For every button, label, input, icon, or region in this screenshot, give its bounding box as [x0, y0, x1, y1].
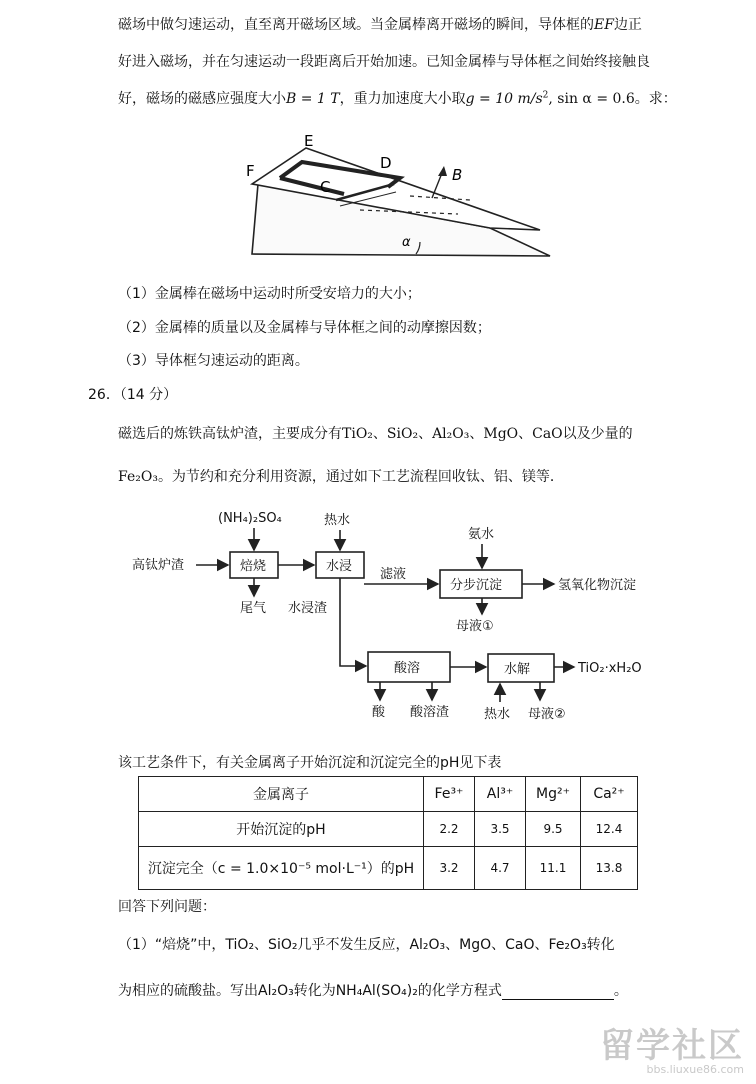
- watermark-logo: [600, 1018, 744, 1076]
- q1-line-2: [118, 980, 628, 1000]
- table-header-cell: Fe³⁺: [424, 777, 475, 812]
- arrowhead-icon: [438, 166, 447, 176]
- answer-blank[interactable]: [502, 985, 614, 1000]
- compound-fe2o3: Fe₂O₃: [118, 469, 158, 485]
- process-flow-chart: [126, 506, 686, 726]
- p25-text-line-2: 好进入磁场，并在匀速运动一段距离后开始加速。已知金属棒与导体框之间始终接触良: [118, 54, 650, 70]
- p25-text-line-1: [118, 14, 642, 34]
- text-segment: 好，磁场的磁感应强度大小: [118, 91, 286, 107]
- step-hydrolysis-label: 水解: [504, 662, 531, 677]
- text-segment: 边正: [613, 17, 642, 33]
- table-row: [139, 812, 638, 847]
- q26-intro-line-2: [118, 466, 564, 486]
- product-tio2: TiO₂·xH₂O: [578, 661, 642, 676]
- step-roast-label: 焙烧: [240, 559, 267, 574]
- table-row-label: 沉淀完全（c = 1.0×10⁻⁵ mol·L⁻¹）的pH: [139, 847, 424, 890]
- mother-liquor-1: 母液①: [456, 619, 494, 634]
- text-segment: 。求：: [634, 91, 677, 107]
- text-segment: 为相应的硫酸盐。写出Al₂O₃转化为NH₄Al(SO₄)₂的化学方程式: [118, 983, 502, 999]
- table-header-cell: Ca²⁺: [581, 777, 638, 812]
- mother-liquor-2: 母液②: [528, 707, 566, 722]
- table-cell: 2.2: [424, 812, 475, 847]
- acid-residue-label: 酸溶渣: [410, 705, 450, 720]
- filtrate-label: 滤液: [380, 567, 407, 582]
- table-cell: 11.1: [526, 847, 581, 890]
- reagent-ammonium-sulfate: (NH₄)₂SO₄: [218, 511, 282, 526]
- table-cell: 4.7: [475, 847, 526, 890]
- acid-label: 酸: [372, 705, 386, 720]
- product-hydroxide: 氢氧化物沉淀: [558, 578, 637, 593]
- label-d: D: [380, 154, 392, 172]
- text-segment: 以及少量的: [562, 426, 633, 442]
- math-b-value: B = 1 T: [286, 91, 340, 107]
- table-cell: 9.5: [526, 812, 581, 847]
- table-cell: 3.5: [475, 812, 526, 847]
- hot-water-label: 热水: [484, 707, 511, 722]
- label-alpha: α: [402, 235, 411, 250]
- math-ef: EF: [594, 17, 614, 33]
- reagent-ammonia: 氨水: [468, 527, 495, 542]
- step-precipitate-label: 分步沉淀: [450, 578, 503, 593]
- q25-item-3: （3）导体框匀速运动的距离。: [118, 353, 309, 369]
- table-intro: 该工艺条件下，有关金属离子开始沉淀和沉淀完全的pH见下表: [118, 755, 502, 771]
- table-header-cell: Mg²⁺: [526, 777, 581, 812]
- arrow: [340, 578, 366, 666]
- q26-intro-line-1: [118, 423, 633, 443]
- label-c: C: [320, 178, 331, 196]
- ph-table: [138, 776, 638, 890]
- step-acid-dissolve-label: 酸溶: [394, 661, 421, 676]
- table-cell: 3.2: [424, 847, 475, 890]
- text-segment: 。为节约和充分利用资源，通过如下工艺流程回收钛、铝、镁等．: [157, 469, 564, 485]
- input-slag: 高钛炉渣: [132, 558, 185, 573]
- text-segment: 磁场中做匀速运动，直至离开磁场区域。当金属棒离开磁场的瞬间，导体框的: [118, 17, 594, 33]
- step-leach-label: 水浸: [326, 559, 353, 574]
- text-segment: 。: [613, 983, 628, 999]
- p25-text-line-3: [118, 88, 677, 108]
- watermark-title: 留学社区: [600, 1026, 744, 1066]
- incline-figure: [240, 134, 560, 262]
- reagent-hot-water: 热水: [324, 513, 351, 528]
- label-f: F: [246, 162, 255, 180]
- table-row-label: 开始沉淀的pH: [139, 812, 424, 847]
- leach-residue-label: 水浸渣: [288, 601, 328, 616]
- watermark-url: bbs.liuxue86.com: [646, 1063, 744, 1076]
- table-cell: 12.4: [581, 812, 638, 847]
- table-header-row: [139, 777, 638, 812]
- q26-header: 26．（14 分）: [88, 387, 178, 403]
- q1-line-1: （1）“焙烧”中，TiO₂、SiO₂几乎不发生反应，Al₂O₃、MgO、CaO、Fe₂O₃转化: [118, 937, 615, 953]
- label-b: B: [452, 166, 463, 184]
- table-header-cell: Al³⁺: [475, 777, 526, 812]
- answer-prompt: 回答下列问题：: [118, 899, 216, 915]
- q25-item-1: （1）金属棒在磁场中运动时所受安培力的大小；: [118, 286, 421, 302]
- tail-gas-label: 尾气: [240, 601, 267, 616]
- label-e: E: [304, 134, 314, 150]
- q25-item-2: （2）金属棒的质量以及金属棒与导体框之间的动摩擦因数；: [118, 320, 491, 336]
- table-row: [139, 847, 638, 890]
- text-segment: 磁选后的炼铁高钛炉渣，主要成分有: [118, 426, 342, 442]
- superscript: 2: [542, 90, 549, 101]
- text-segment: ，重力加速度大小取: [339, 91, 466, 107]
- table-cell: 13.8: [581, 847, 638, 890]
- math-g-value: g = 10 m/s: [465, 91, 543, 107]
- compounds: TiO₂、SiO₂、Al₂O₃、MgO、CaO: [342, 426, 563, 442]
- table-header-cell: 金属离子: [139, 777, 424, 812]
- math-sin-value: , sin α = 0.6: [548, 91, 635, 107]
